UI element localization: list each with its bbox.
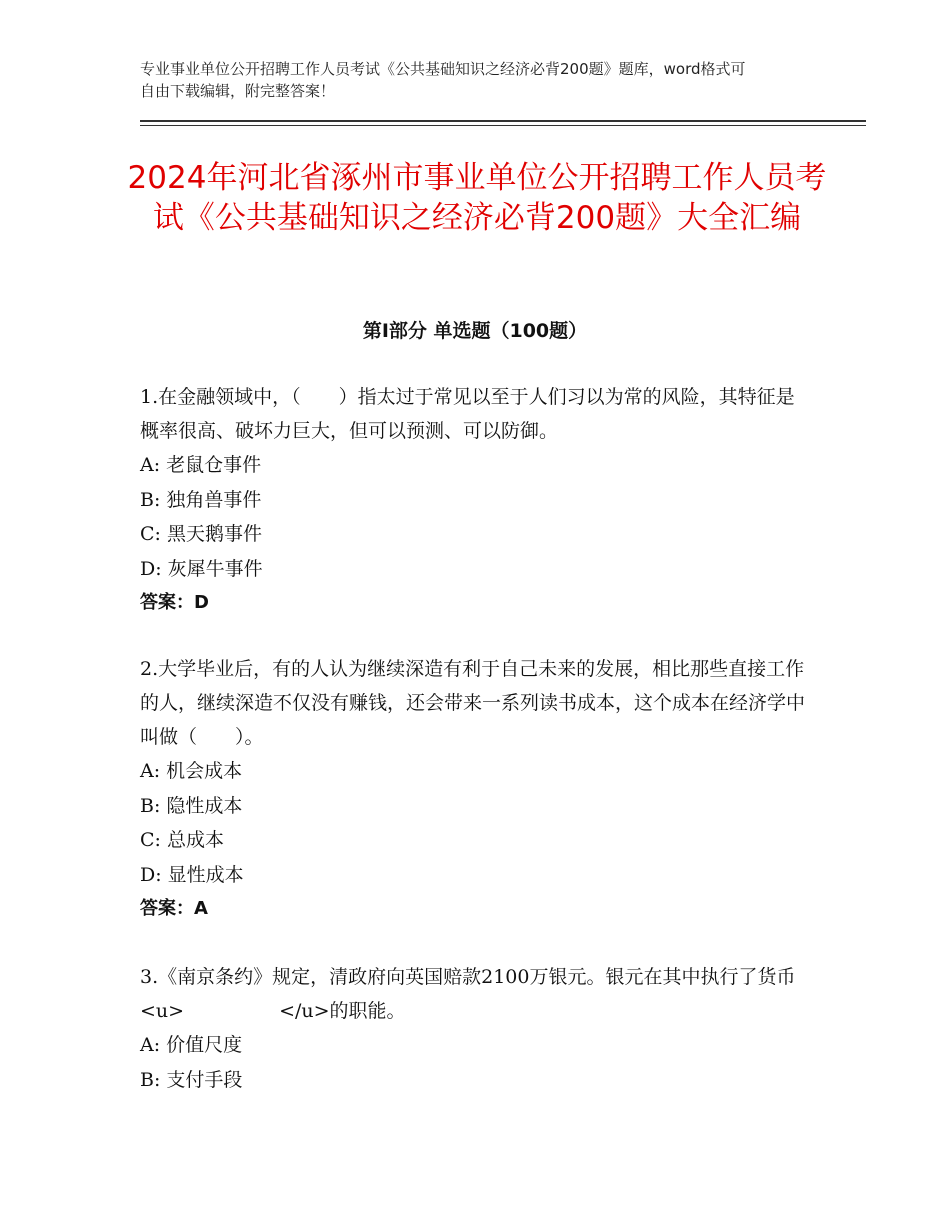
option-b: B: 隐性成本 — [140, 794, 243, 817]
option-b: B: 独角兽事件 — [140, 488, 262, 511]
section-heading: 第Ⅰ部分 单选题（100题） — [362, 320, 588, 342]
answer: 答案：A — [140, 898, 208, 919]
option-a: A: 老鼠仓事件 — [140, 454, 262, 476]
question-1 — [140, 380, 810, 620]
option-d: D: 灰犀牛事件 — [140, 557, 263, 580]
document-header-note: 专业事业单位公开招聘工作人员考试《公共基础知识之经济必背200题》题库，word格式可自由下载编辑，附完整答案！ — [140, 60, 746, 100]
question-2 — [140, 652, 810, 926]
question-stem: 1.在金融领域中，（ ）指太过于常见以至于人们习以为常的风险，其特征是概率很高、破坏力巨大，但可以预测、可以防御。 — [140, 386, 795, 442]
header-divider-thin — [140, 125, 866, 126]
option-a: A: 价值尺度 — [140, 1034, 243, 1056]
option-c: C: 总成本 — [140, 829, 224, 851]
header-divider — [140, 120, 866, 122]
document-title: 2024年河北省涿州市事业单位公开招聘工作人员考试《公共基础知识之经济必背200题》大全汇编 — [127, 160, 827, 236]
question-3 — [140, 960, 810, 1097]
question-stem: 3.《南京条约》规定，清政府向英国赔款2100万银元。银元在其中执行了货币<u> </u>的职能。 — [140, 966, 796, 1022]
question-stem: 2.大学毕业后，有的人认为继续深造有利于自己未来的发展，相比那些直接工作的人，继续深造不仅没有赚钱，还会带来一系列读书成本，这个成本在经济学中叫做（ ）。 — [140, 658, 806, 748]
option-c: C: 黑天鹅事件 — [140, 523, 262, 545]
option-a: A: 机会成本 — [140, 760, 243, 782]
answer: 答案：D — [140, 592, 209, 613]
option-b: B: 支付手段 — [140, 1068, 243, 1091]
option-d: D: 显性成本 — [140, 863, 244, 886]
